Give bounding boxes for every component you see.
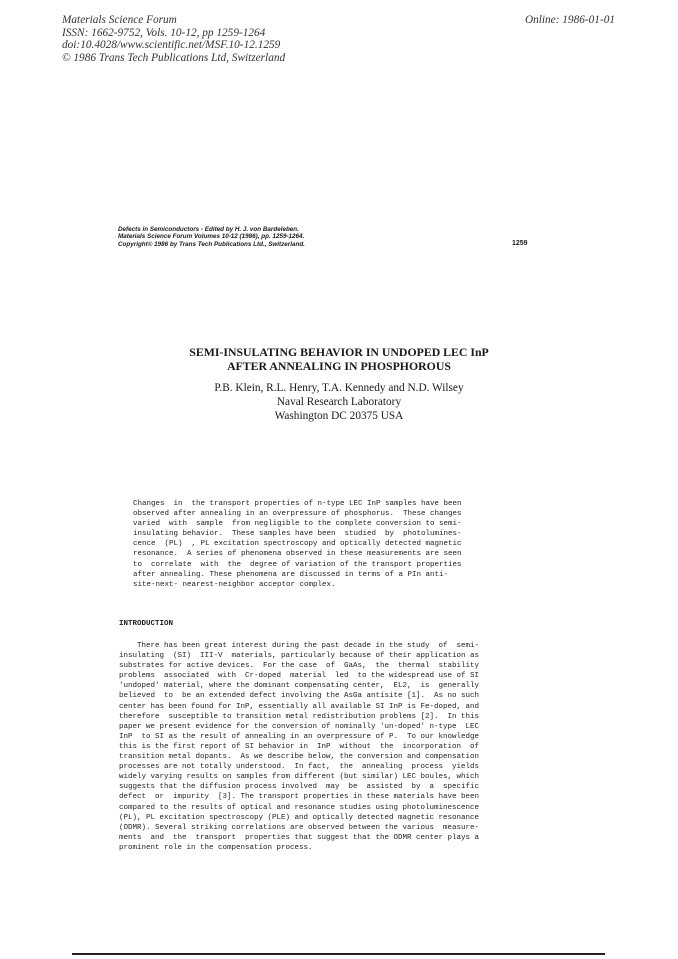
intro-line: center has been found for InP, essentially all available SI InP is Fe-doped, and	[119, 702, 480, 711]
intro-line: processes are not totally understood. In fact, the annealing process yields	[119, 763, 480, 772]
abstract-line: after annealing. These phenomena are discussed in terms of a PIn anti-	[133, 570, 449, 579]
abstract-line: resonance. A series of phenomena observed in these measurements are seen	[133, 550, 462, 559]
intro-line: paper we present evidence for the conversion of nominally 'un-doped' n-type LEC	[119, 722, 480, 731]
volume-header	[118, 226, 305, 248]
intro-line: believed to be an extended defect involving the AsGa antisite [1]. As no such	[119, 692, 480, 701]
volume-line: Copyright© 1986 by Trans Tech Publications Ltd., Switzerland.	[118, 240, 305, 248]
abstract-line: Changes in the transport properties of n-type LEC InP samples have been	[133, 500, 462, 508]
abstract-line: insulating behavior. These samples have been studied by photolumines-	[133, 530, 462, 539]
volume-line: Materials Science Forum Volumes 10-12 (1986), pp. 1259-1264.	[118, 233, 305, 241]
abstract-line: varied with sample from negligible to the complete conversion to semi-	[133, 520, 462, 529]
intro-line: suggests that the diffusion process involved may be assisted by a specific	[119, 783, 480, 792]
intro-line: insulating (SI) III-V materials, particularly because of their application as	[119, 652, 480, 661]
abstract-line: cence (PL) , PL excitation spectroscopy and optically detected magnetic	[133, 540, 462, 549]
intro-line: ments and the transport properties that suggest that the ODMR center plays a	[119, 833, 480, 842]
intro-line: compared to the results of optical and resonance studies using photoluminescence	[119, 803, 480, 812]
intro-line: transition metal dopants. As we describe below, the conversion and compensation	[119, 753, 480, 762]
intro-line: InP to SI as the result of annealing in an overpressure of P. To our knowledge	[119, 732, 480, 741]
abstract-line: site-next- nearest-neighbor acceptor complex.	[133, 580, 336, 589]
intro-line: widely varying results on samples from different (but similar) LEC boules, which	[119, 773, 480, 782]
abstract-line: to correlate with the degree of variation of the transport properties	[133, 560, 462, 569]
footer-rule	[72, 953, 605, 955]
intro-line: (ODMR). Several striking correlations are observed between the various measure-	[119, 823, 480, 832]
abstract	[133, 499, 462, 590]
copyright-line: © 1986 Trans Tech Publications Ltd, Switzerland	[62, 51, 286, 64]
authors: P.B. Klein, R.L. Henry, T.A. Kennedy and N.D. Wilsey	[214, 382, 464, 394]
journal-name: Materials Science Forum	[62, 14, 177, 26]
intro-line: prominent role in the compensation process.	[119, 843, 313, 852]
introduction-body	[119, 641, 479, 853]
intro-line: defect or impurity [3]. The transport properties in these materials have been	[119, 793, 480, 802]
volume-line: Defects in Semiconductors - Edited by H. J. von Bardeleben.	[118, 226, 299, 233]
intro-line: substrates for active devices. For the case of GaAs, the thermal stability	[119, 662, 480, 671]
intro-line: problems associated with Cr-doped material led to the widespread use of SI	[119, 672, 480, 681]
page-number: 1259	[512, 240, 528, 247]
paper-title-line-2: AFTER ANNEALING IN PHOSPHOROUS	[227, 359, 451, 373]
intro-line: There has been great interest during the past decade in the study of semi-	[119, 642, 480, 650]
address: Washington DC 20375 USA	[274, 410, 404, 422]
intro-line: therefore susceptible to transition metal redistribution problems [2]. In this	[119, 712, 480, 721]
affiliation: Naval Research Laboratory	[276, 396, 402, 408]
online-date: Online: 1986-01-01	[524, 14, 615, 26]
intro-line: 'undoped' material, where the dominant compensating center, EL2, is generally	[119, 682, 480, 691]
issn-line: ISSN: 1662-9752, Vols. 10-12, pp 1259-1264	[62, 26, 266, 39]
paper-title-line-1: SEMI-INSULATING BEHAVIOR IN UNDOPED LEC InP	[189, 345, 489, 359]
publication-info	[62, 14, 285, 64]
doi-line: doi:10.4028/www.scientific.net/MSF.10-12.1259	[62, 39, 281, 52]
section-heading-introduction: INTRODUCTION	[119, 620, 174, 628]
intro-line: (PL), PL excitation spectroscopy (PLE) and optically detected magnetic resonance	[119, 813, 480, 822]
abstract-line: observed after annealing in an overpressure of phosphorus. These changes	[133, 510, 462, 519]
intro-line: this is the first report of SI behavior in InP without the incorporation of	[119, 742, 480, 751]
